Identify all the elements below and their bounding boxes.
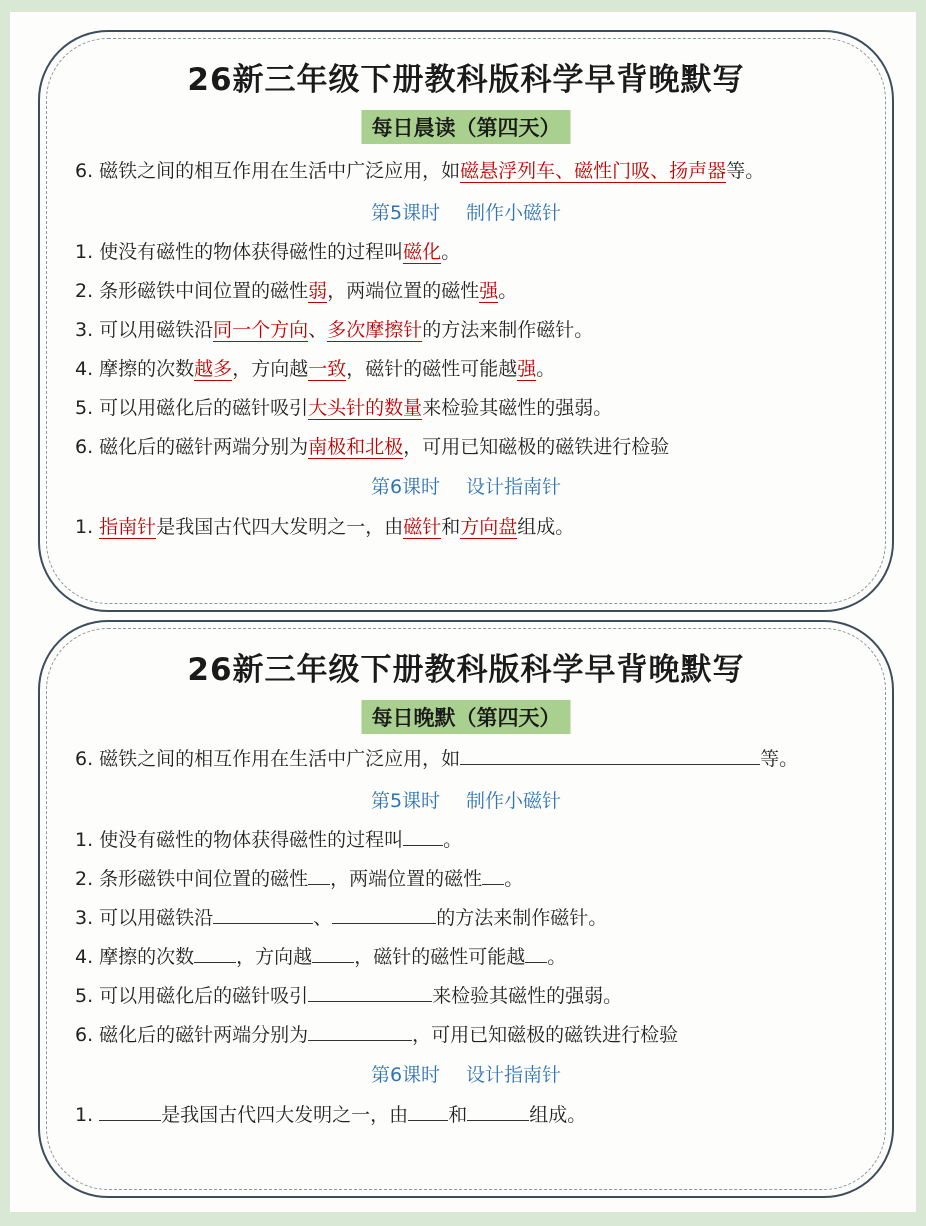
question-text: 1. 使没有磁性的物体获得磁性的过程叫 bbox=[75, 241, 404, 263]
question-text: 3. 可以用磁铁沿 bbox=[75, 907, 214, 929]
lesson-5-heading bbox=[40, 786, 892, 813]
answer-blank[interactable] bbox=[460, 745, 760, 765]
lesson5-item-2 bbox=[75, 276, 872, 303]
answer-text: 强 bbox=[517, 358, 537, 380]
card-title: 26新三年级下册教科版科学早背晚默写 bbox=[187, 652, 745, 688]
question-text: 6. 磁化后的磁针两端分别为 bbox=[75, 436, 309, 458]
question-text: 等。 bbox=[726, 160, 765, 182]
question-text: ，方向越 bbox=[232, 358, 309, 380]
answer-text: 指南针 bbox=[99, 516, 157, 538]
question-text: 2. 条形磁铁中间位置的磁性 bbox=[75, 868, 309, 890]
question-6-blank bbox=[75, 744, 872, 771]
question-text: 2. 条形磁铁中间位置的磁性 bbox=[75, 280, 309, 302]
question-text: 4. 摩擦的次数 bbox=[75, 946, 195, 968]
lesson-number: 第6课时 bbox=[370, 1064, 441, 1086]
question-text: 。 bbox=[504, 868, 524, 890]
lesson5-item-6 bbox=[75, 432, 872, 459]
question-text: 的方法来制作磁针。 bbox=[422, 319, 594, 341]
question-text: 。 bbox=[536, 358, 556, 380]
question-text: ，磁针的磁性可能越 bbox=[354, 946, 526, 968]
lesson5-item-5 bbox=[75, 981, 872, 1008]
lesson-number: 第5课时 bbox=[370, 202, 441, 224]
question-text: 的方法来制作磁针。 bbox=[436, 907, 608, 929]
answer-blank[interactable] bbox=[213, 904, 313, 924]
question-text: 和 bbox=[441, 516, 461, 538]
morning-reading-card bbox=[38, 30, 894, 612]
question-text: 是我国古代四大发明之一，由 bbox=[156, 516, 404, 538]
lesson5-item-1 bbox=[75, 237, 872, 264]
question-text: 5. 可以用磁化后的磁针吸引 bbox=[75, 985, 309, 1007]
answer-text: 大头针的数量 bbox=[308, 397, 423, 419]
question-text: 。 bbox=[547, 946, 567, 968]
answer-blank[interactable] bbox=[482, 865, 504, 885]
question-text: 1. bbox=[75, 516, 100, 538]
lesson-topic: 设计指南针 bbox=[466, 476, 562, 498]
answer-text: 方向盘 bbox=[460, 516, 518, 538]
lesson5-item-1 bbox=[75, 825, 872, 852]
lesson5-item-6 bbox=[75, 1020, 872, 1047]
question-text: 6. 磁铁之间的相互作用在生活中广泛应用，如 bbox=[75, 160, 461, 182]
question-text: 组成。 bbox=[517, 516, 575, 538]
lesson6-item-1 bbox=[75, 1100, 872, 1127]
lesson5-item-4 bbox=[75, 354, 872, 381]
lesson-5-heading bbox=[40, 198, 892, 225]
answer-text: 一致 bbox=[308, 358, 347, 380]
answer-text: 磁悬浮列车、磁性门吸、扬声器 bbox=[460, 160, 727, 182]
question-text: 。 bbox=[498, 280, 518, 302]
question-6-answered bbox=[75, 156, 872, 183]
question-text: ，方向越 bbox=[236, 946, 313, 968]
question-text: 、 bbox=[313, 907, 333, 929]
lesson-6-heading bbox=[40, 472, 892, 499]
lesson5-item-3 bbox=[75, 315, 872, 342]
evening-dictation-card bbox=[38, 620, 894, 1198]
answer-text: 磁针 bbox=[403, 516, 442, 538]
question-text: ，两端位置的磁性 bbox=[330, 868, 483, 890]
lesson5-item-2 bbox=[75, 864, 872, 891]
question-text: 等。 bbox=[760, 748, 799, 770]
answer-blank[interactable] bbox=[194, 943, 236, 963]
answer-blank[interactable] bbox=[308, 1021, 412, 1041]
question-text: 和 bbox=[448, 1104, 468, 1126]
lesson-topic: 设计指南针 bbox=[466, 1064, 562, 1086]
answer-blank[interactable] bbox=[308, 982, 432, 1002]
answer-text: 越多 bbox=[194, 358, 233, 380]
lesson-6-heading bbox=[40, 1060, 892, 1087]
question-text: 是我国古代四大发明之一，由 bbox=[161, 1104, 409, 1126]
question-text: 6. 磁化后的磁针两端分别为 bbox=[75, 1024, 309, 1046]
morning-badge: 每日晨读（第四天） bbox=[362, 110, 571, 144]
question-text: 6. 磁铁之间的相互作用在生活中广泛应用，如 bbox=[75, 748, 461, 770]
answer-text: 同一个方向 bbox=[213, 319, 309, 341]
question-text: ，可用已知磁极的磁铁进行检验 bbox=[412, 1024, 679, 1046]
lesson5-item-4 bbox=[75, 942, 872, 969]
question-text: ，磁针的磁性可能越 bbox=[346, 358, 518, 380]
answer-blank[interactable] bbox=[312, 943, 354, 963]
lesson5-item-3 bbox=[75, 903, 872, 930]
answer-blank[interactable] bbox=[467, 1101, 529, 1121]
question-text: ，可用已知磁极的磁铁进行检验 bbox=[403, 436, 670, 458]
answer-text: 南极和北极 bbox=[308, 436, 404, 458]
answer-blank[interactable] bbox=[332, 904, 436, 924]
evening-badge: 每日晚默（第四天） bbox=[362, 700, 571, 734]
question-text: 组成。 bbox=[529, 1104, 587, 1126]
question-text: ，两端位置的磁性 bbox=[327, 280, 480, 302]
answer-blank[interactable] bbox=[99, 1101, 161, 1121]
answer-text: 多次摩擦针 bbox=[327, 319, 423, 341]
answer-blank[interactable] bbox=[525, 943, 547, 963]
question-text: 1. 使没有磁性的物体获得磁性的过程叫 bbox=[75, 829, 404, 851]
answer-blank[interactable] bbox=[308, 865, 330, 885]
question-text: 5. 可以用磁化后的磁针吸引 bbox=[75, 397, 309, 419]
question-text: 。 bbox=[443, 829, 463, 851]
question-text: 、 bbox=[308, 319, 328, 341]
lesson6-item-1 bbox=[75, 512, 872, 539]
question-text: 。 bbox=[441, 241, 461, 263]
card-title: 26新三年级下册教科版科学早背晚默写 bbox=[187, 62, 745, 98]
answer-text: 弱 bbox=[308, 280, 328, 302]
lesson-number: 第5课时 bbox=[370, 790, 441, 812]
answer-blank[interactable] bbox=[408, 1101, 448, 1121]
answer-text: 强 bbox=[479, 280, 499, 302]
question-text: 4. 摩擦的次数 bbox=[75, 358, 195, 380]
lesson-number: 第6课时 bbox=[370, 476, 441, 498]
question-text: 1. bbox=[75, 1104, 100, 1126]
answer-text: 磁化 bbox=[403, 241, 442, 263]
question-text: 来检验其磁性的强弱。 bbox=[422, 397, 613, 419]
lesson-topic: 制作小磁针 bbox=[466, 202, 562, 224]
question-text: 来检验其磁性的强弱。 bbox=[432, 985, 623, 1007]
question-text: 3. 可以用磁铁沿 bbox=[75, 319, 214, 341]
lesson5-item-5 bbox=[75, 393, 872, 420]
lesson-topic: 制作小磁针 bbox=[466, 790, 562, 812]
answer-blank[interactable] bbox=[403, 826, 443, 846]
